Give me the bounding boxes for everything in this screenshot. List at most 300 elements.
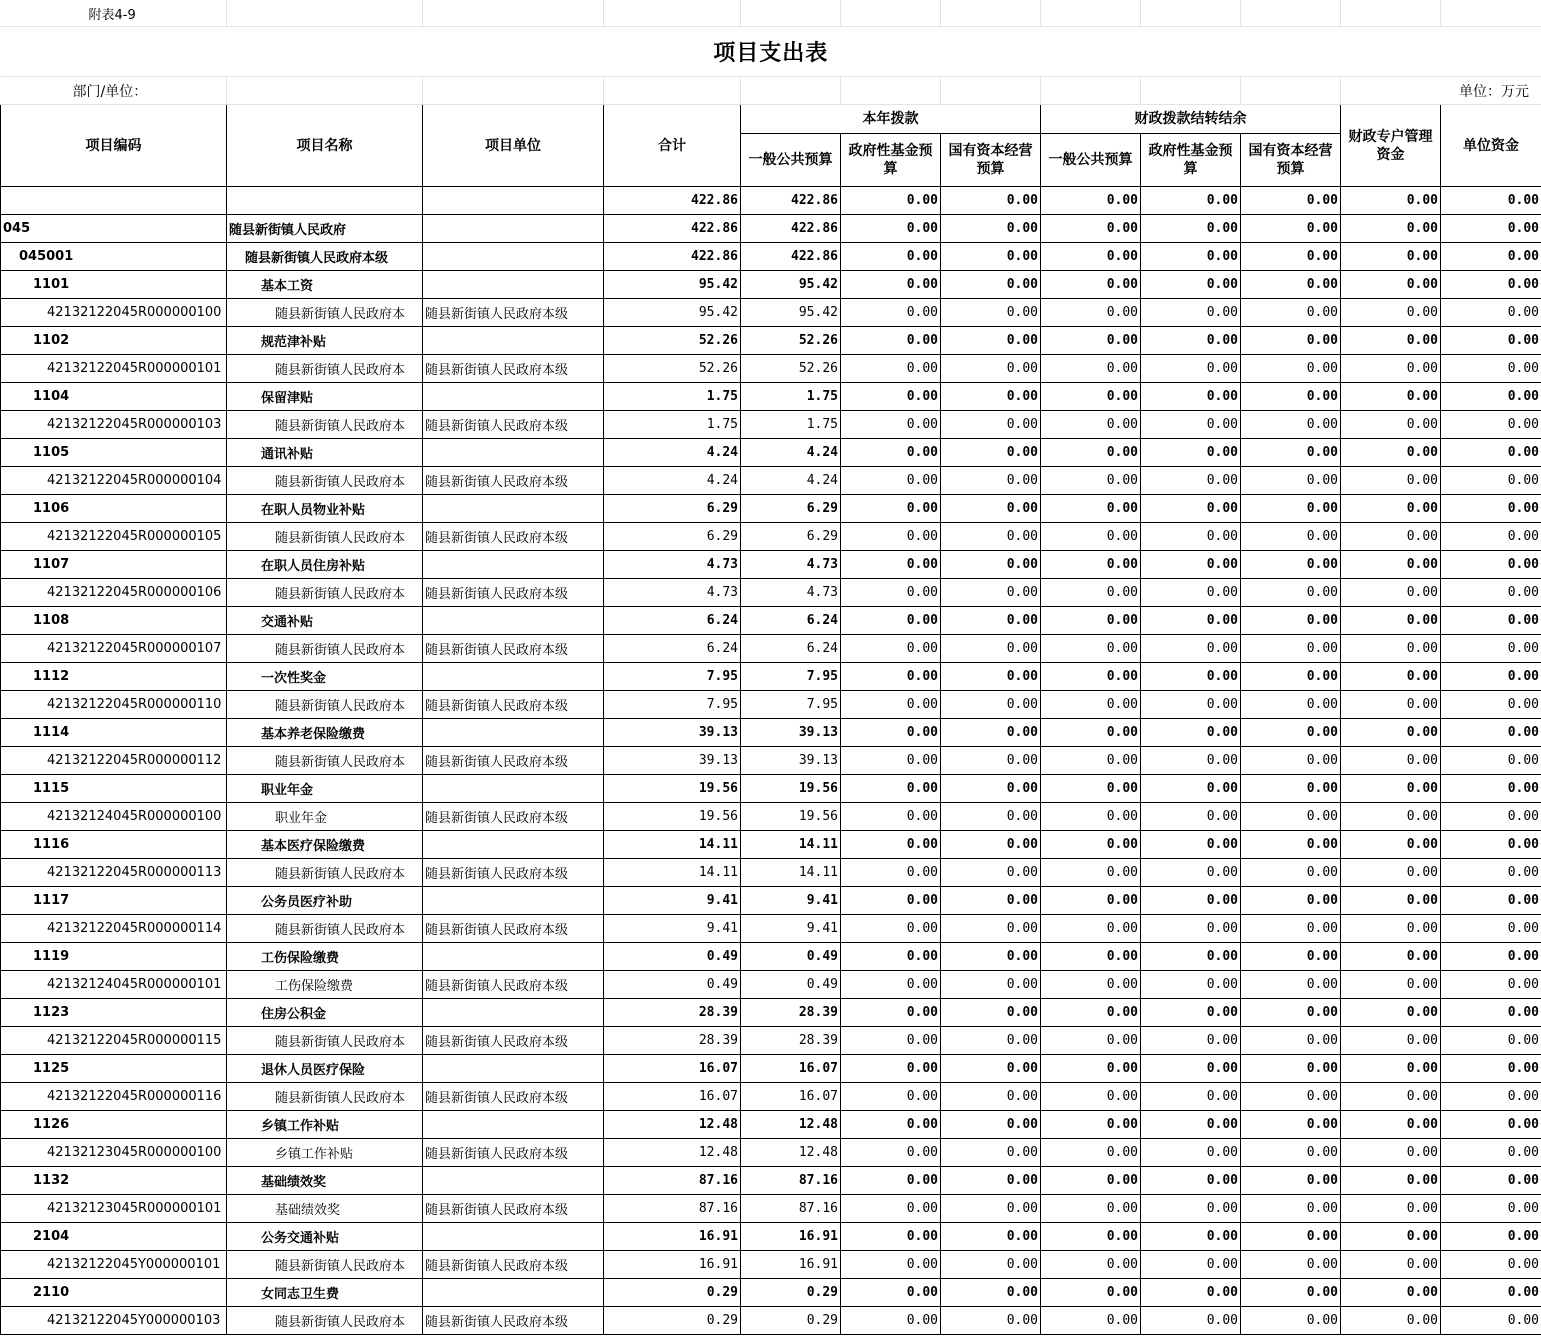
cell-gov-fund: 0.00 bbox=[841, 1139, 941, 1167]
table-row bbox=[1, 691, 1541, 719]
cell-carryover-state-capital: 0.00 bbox=[1241, 775, 1341, 803]
cell-project-unit bbox=[423, 775, 604, 803]
cell-general: 19.56 bbox=[741, 803, 841, 831]
cell-project-code: 1116 bbox=[1, 831, 227, 859]
cell-general: 95.42 bbox=[741, 299, 841, 327]
cell-project-unit bbox=[423, 271, 604, 299]
cell-project-name: 随县新街镇人民政府本 bbox=[227, 859, 423, 887]
cell-carryover-state-capital: 0.00 bbox=[1241, 187, 1341, 215]
cell-unit-fund: 0.00 bbox=[1441, 579, 1541, 607]
cell-state-capital: 0.00 bbox=[941, 831, 1041, 859]
header-current-year: 本年拨款 bbox=[741, 105, 1041, 134]
cell-project-name: 随县新街镇人民政府本 bbox=[227, 523, 423, 551]
table-row bbox=[1, 775, 1541, 803]
cell-project-name: 在职人员物业补贴 bbox=[227, 495, 423, 523]
cell-project-code: 42132122045R000000114 bbox=[1, 915, 227, 943]
cell-gov-fund: 0.00 bbox=[841, 663, 941, 691]
cell-carryover-state-capital: 0.00 bbox=[1241, 1083, 1341, 1111]
cell-general: 9.41 bbox=[741, 915, 841, 943]
cell-general: 4.24 bbox=[741, 467, 841, 495]
cell-general: 422.86 bbox=[741, 187, 841, 215]
cell-general: 4.24 bbox=[741, 439, 841, 467]
cell-gov-fund: 0.00 bbox=[841, 859, 941, 887]
cell-carryover-gov-fund: 0.00 bbox=[1141, 915, 1241, 943]
cell-unit-fund: 0.00 bbox=[1441, 747, 1541, 775]
cell-state-capital: 0.00 bbox=[941, 999, 1041, 1027]
cell-project-name: 职业年金 bbox=[227, 775, 423, 803]
cell-gov-fund: 0.00 bbox=[841, 803, 941, 831]
table-row bbox=[1, 663, 1541, 691]
cell-total: 12.48 bbox=[604, 1139, 741, 1167]
cell-project-name: 随县新街镇人民政府本 bbox=[227, 1083, 423, 1111]
cell-carryover-gov-fund: 0.00 bbox=[1141, 1083, 1241, 1111]
cell-project-unit: 随县新街镇人民政府本级 bbox=[423, 1251, 604, 1279]
cell-project-name: 随县新街镇人民政府 bbox=[227, 215, 423, 243]
cell-unit-fund: 0.00 bbox=[1441, 831, 1541, 859]
cell-project-code: 1108 bbox=[1, 607, 227, 635]
cell-gov-fund: 0.00 bbox=[841, 1111, 941, 1139]
cell-carryover-gov-fund: 0.00 bbox=[1141, 1251, 1241, 1279]
cell-unit-fund: 0.00 bbox=[1441, 859, 1541, 887]
cell-gov-fund: 0.00 bbox=[841, 383, 941, 411]
cell-project-code: 2110 bbox=[1, 1279, 227, 1307]
cell-carryover-gov-fund: 0.00 bbox=[1141, 411, 1241, 439]
cell-special: 0.00 bbox=[1341, 355, 1441, 383]
cell-total: 52.26 bbox=[604, 355, 741, 383]
table-row bbox=[1, 747, 1541, 775]
table-row bbox=[1, 943, 1541, 971]
cell-state-capital: 0.00 bbox=[941, 1167, 1041, 1195]
cell-carryover-gov-fund: 0.00 bbox=[1141, 859, 1241, 887]
cell-unit-fund: 0.00 bbox=[1441, 607, 1541, 635]
cell-total: 1.75 bbox=[604, 383, 741, 411]
cell-gov-fund: 0.00 bbox=[841, 299, 941, 327]
cell-project-code: 1106 bbox=[1, 495, 227, 523]
cell-project-name: 基本工资 bbox=[227, 271, 423, 299]
cell-special: 0.00 bbox=[1341, 1027, 1441, 1055]
cell-carryover-gov-fund: 0.00 bbox=[1141, 579, 1241, 607]
cell-special: 0.00 bbox=[1341, 1083, 1441, 1111]
cell-carryover-state-capital: 0.00 bbox=[1241, 495, 1341, 523]
cell-special: 0.00 bbox=[1341, 1055, 1441, 1083]
cell-state-capital: 0.00 bbox=[941, 1279, 1041, 1307]
cell-total: 16.07 bbox=[604, 1083, 741, 1111]
cell-special: 0.00 bbox=[1341, 439, 1441, 467]
cell-project-code: 2104 bbox=[1, 1223, 227, 1251]
cell-carryover-general: 0.00 bbox=[1041, 747, 1141, 775]
cell-carryover-general: 0.00 bbox=[1041, 1307, 1141, 1335]
cell-state-capital: 0.00 bbox=[941, 691, 1041, 719]
page-title: 项目支出表 bbox=[1, 27, 1541, 77]
cell-gov-fund: 0.00 bbox=[841, 719, 941, 747]
table-row bbox=[1, 243, 1541, 271]
cell-total: 95.42 bbox=[604, 271, 741, 299]
cell-project-code: 1112 bbox=[1, 663, 227, 691]
cell-state-capital: 0.00 bbox=[941, 1111, 1041, 1139]
cell-project-code: 1125 bbox=[1, 1055, 227, 1083]
cell-total: 12.48 bbox=[604, 1111, 741, 1139]
cell-carryover-state-capital: 0.00 bbox=[1241, 1139, 1341, 1167]
cell-carryover-gov-fund: 0.00 bbox=[1141, 663, 1241, 691]
cell-carryover-general: 0.00 bbox=[1041, 803, 1141, 831]
table-row bbox=[1, 187, 1541, 215]
cell-project-code: 1101 bbox=[1, 271, 227, 299]
cell-special: 0.00 bbox=[1341, 691, 1441, 719]
cell-project-unit bbox=[423, 719, 604, 747]
cell-gov-fund: 0.00 bbox=[841, 1223, 941, 1251]
cell-total: 4.73 bbox=[604, 579, 741, 607]
cell-unit-fund: 0.00 bbox=[1441, 691, 1541, 719]
cell-state-capital: 0.00 bbox=[941, 719, 1041, 747]
cell-unit-fund: 0.00 bbox=[1441, 327, 1541, 355]
cell-state-capital: 0.00 bbox=[941, 943, 1041, 971]
cell-general: 39.13 bbox=[741, 747, 841, 775]
cell-state-capital: 0.00 bbox=[941, 215, 1041, 243]
cell-carryover-gov-fund: 0.00 bbox=[1141, 691, 1241, 719]
cell-gov-fund: 0.00 bbox=[841, 691, 941, 719]
cell-gov-fund: 0.00 bbox=[841, 355, 941, 383]
cell-special: 0.00 bbox=[1341, 663, 1441, 691]
cell-project-unit bbox=[423, 831, 604, 859]
cell-unit-fund: 0.00 bbox=[1441, 215, 1541, 243]
cell-state-capital: 0.00 bbox=[941, 439, 1041, 467]
cell-carryover-general: 0.00 bbox=[1041, 327, 1141, 355]
cell-carryover-state-capital: 0.00 bbox=[1241, 355, 1341, 383]
cell-state-capital: 0.00 bbox=[941, 1139, 1041, 1167]
cell-general: 9.41 bbox=[741, 887, 841, 915]
cell-gov-fund: 0.00 bbox=[841, 1083, 941, 1111]
cell-project-code: 1102 bbox=[1, 327, 227, 355]
cell-carryover-state-capital: 0.00 bbox=[1241, 383, 1341, 411]
cell-carryover-gov-fund: 0.00 bbox=[1141, 803, 1241, 831]
cell-state-capital: 0.00 bbox=[941, 243, 1041, 271]
cell-carryover-gov-fund: 0.00 bbox=[1141, 775, 1241, 803]
cell-project-code: 42132123045R000000101 bbox=[1, 1195, 227, 1223]
cell-project-name: 基础绩效奖 bbox=[227, 1167, 423, 1195]
cell-special: 0.00 bbox=[1341, 635, 1441, 663]
header-carryover-gov-fund: 政府性基金预算 bbox=[1141, 134, 1241, 187]
cell-gov-fund: 0.00 bbox=[841, 1055, 941, 1083]
cell-carryover-gov-fund: 0.00 bbox=[1141, 1223, 1241, 1251]
cell-general: 87.16 bbox=[741, 1167, 841, 1195]
cell-state-capital: 0.00 bbox=[941, 1251, 1041, 1279]
cell-carryover-gov-fund: 0.00 bbox=[1141, 1027, 1241, 1055]
cell-project-code: 1107 bbox=[1, 551, 227, 579]
cell-project-unit bbox=[423, 215, 604, 243]
cell-carryover-state-capital: 0.00 bbox=[1241, 943, 1341, 971]
table-row bbox=[1, 803, 1541, 831]
table-row bbox=[1, 607, 1541, 635]
cell-project-unit: 随县新街镇人民政府本级 bbox=[423, 971, 604, 999]
cell-gov-fund: 0.00 bbox=[841, 215, 941, 243]
cell-gov-fund: 0.00 bbox=[841, 579, 941, 607]
cell-project-unit bbox=[423, 495, 604, 523]
header-name: 项目名称 bbox=[227, 105, 423, 187]
cell-state-capital: 0.00 bbox=[941, 467, 1041, 495]
table-row bbox=[1, 215, 1541, 243]
cell-project-name: 职业年金 bbox=[227, 803, 423, 831]
cell-carryover-state-capital: 0.00 bbox=[1241, 271, 1341, 299]
cell-state-capital: 0.00 bbox=[941, 495, 1041, 523]
cell-carryover-state-capital: 0.00 bbox=[1241, 1167, 1341, 1195]
cell-state-capital: 0.00 bbox=[941, 859, 1041, 887]
cell-carryover-gov-fund: 0.00 bbox=[1141, 551, 1241, 579]
cell-general: 1.75 bbox=[741, 411, 841, 439]
cell-general: 4.73 bbox=[741, 579, 841, 607]
cell-project-unit bbox=[423, 551, 604, 579]
cell-carryover-state-capital: 0.00 bbox=[1241, 579, 1341, 607]
cell-gov-fund: 0.00 bbox=[841, 971, 941, 999]
cell-project-code: 42132122045R000000101 bbox=[1, 355, 227, 383]
cell-project-unit: 随县新街镇人民政府本级 bbox=[423, 299, 604, 327]
table-row bbox=[1, 495, 1541, 523]
cell-project-unit: 随县新街镇人民政府本级 bbox=[423, 691, 604, 719]
cell-total: 4.73 bbox=[604, 551, 741, 579]
cell-general: 422.86 bbox=[741, 243, 841, 271]
table-row bbox=[1, 971, 1541, 999]
cell-state-capital: 0.00 bbox=[941, 355, 1041, 383]
cell-unit-fund: 0.00 bbox=[1441, 719, 1541, 747]
cell-project-name: 女同志卫生费 bbox=[227, 1279, 423, 1307]
cell-gov-fund: 0.00 bbox=[841, 915, 941, 943]
cell-special: 0.00 bbox=[1341, 1251, 1441, 1279]
cell-carryover-general: 0.00 bbox=[1041, 1279, 1141, 1307]
cell-general: 0.49 bbox=[741, 943, 841, 971]
cell-gov-fund: 0.00 bbox=[841, 243, 941, 271]
cell-unit-fund: 0.00 bbox=[1441, 915, 1541, 943]
cell-project-code: 42132123045R000000100 bbox=[1, 1139, 227, 1167]
cell-special: 0.00 bbox=[1341, 327, 1441, 355]
cell-gov-fund: 0.00 bbox=[841, 439, 941, 467]
cell-project-code: 1114 bbox=[1, 719, 227, 747]
cell-special: 0.00 bbox=[1341, 523, 1441, 551]
cell-project-unit: 随县新街镇人民政府本级 bbox=[423, 747, 604, 775]
cell-unit-fund: 0.00 bbox=[1441, 383, 1541, 411]
cell-project-name: 保留津贴 bbox=[227, 383, 423, 411]
cell-carryover-gov-fund: 0.00 bbox=[1141, 243, 1241, 271]
table-row bbox=[1, 551, 1541, 579]
cell-state-capital: 0.00 bbox=[941, 1027, 1041, 1055]
table-row bbox=[1, 1167, 1541, 1195]
cell-special: 0.00 bbox=[1341, 1223, 1441, 1251]
cell-special: 0.00 bbox=[1341, 1279, 1441, 1307]
cell-carryover-gov-fund: 0.00 bbox=[1141, 1279, 1241, 1307]
cell-unit-fund: 0.00 bbox=[1441, 1251, 1541, 1279]
cell-gov-fund: 0.00 bbox=[841, 327, 941, 355]
cell-state-capital: 0.00 bbox=[941, 383, 1041, 411]
cell-state-capital: 0.00 bbox=[941, 299, 1041, 327]
cell-special: 0.00 bbox=[1341, 1195, 1441, 1223]
table-row bbox=[1, 831, 1541, 859]
table-row bbox=[1, 467, 1541, 495]
cell-project-code: 42132122045R000000105 bbox=[1, 523, 227, 551]
cell-carryover-state-capital: 0.00 bbox=[1241, 551, 1341, 579]
table-row bbox=[1, 887, 1541, 915]
cell-special: 0.00 bbox=[1341, 775, 1441, 803]
cell-project-unit: 随县新街镇人民政府本级 bbox=[423, 1195, 604, 1223]
cell-carryover-gov-fund: 0.00 bbox=[1141, 383, 1241, 411]
cell-gov-fund: 0.00 bbox=[841, 467, 941, 495]
cell-project-name: 随县新街镇人民政府本 bbox=[227, 579, 423, 607]
cell-total: 14.11 bbox=[604, 859, 741, 887]
cell-project-code: 42132122045R000000110 bbox=[1, 691, 227, 719]
cell-special: 0.00 bbox=[1341, 831, 1441, 859]
header-carryover-state-capital: 国有资本经营预算 bbox=[1241, 134, 1341, 187]
cell-project-code: 1104 bbox=[1, 383, 227, 411]
cell-unit-fund: 0.00 bbox=[1441, 523, 1541, 551]
cell-state-capital: 0.00 bbox=[941, 803, 1041, 831]
cell-state-capital: 0.00 bbox=[941, 523, 1041, 551]
cell-carryover-general: 0.00 bbox=[1041, 691, 1141, 719]
cell-carryover-gov-fund: 0.00 bbox=[1141, 1055, 1241, 1083]
cell-carryover-state-capital: 0.00 bbox=[1241, 663, 1341, 691]
cell-gov-fund: 0.00 bbox=[841, 1195, 941, 1223]
cell-carryover-general: 0.00 bbox=[1041, 999, 1141, 1027]
cell-project-unit bbox=[423, 383, 604, 411]
cell-project-name: 随县新街镇人民政府本 bbox=[227, 355, 423, 383]
cell-unit-fund: 0.00 bbox=[1441, 1139, 1541, 1167]
cell-project-unit: 随县新街镇人民政府本级 bbox=[423, 467, 604, 495]
cell-carryover-state-capital: 0.00 bbox=[1241, 1307, 1341, 1335]
cell-special: 0.00 bbox=[1341, 915, 1441, 943]
cell-carryover-general: 0.00 bbox=[1041, 663, 1141, 691]
cell-unit-fund: 0.00 bbox=[1441, 439, 1541, 467]
cell-project-unit: 随县新街镇人民政府本级 bbox=[423, 1027, 604, 1055]
cell-total: 6.24 bbox=[604, 607, 741, 635]
cell-unit-fund: 0.00 bbox=[1441, 1167, 1541, 1195]
cell-general: 1.75 bbox=[741, 383, 841, 411]
cell-state-capital: 0.00 bbox=[941, 635, 1041, 663]
cell-project-code: 42132122045Y000000103 bbox=[1, 1307, 227, 1335]
cell-carryover-state-capital: 0.00 bbox=[1241, 999, 1341, 1027]
cell-carryover-state-capital: 0.00 bbox=[1241, 439, 1341, 467]
cell-carryover-general: 0.00 bbox=[1041, 495, 1141, 523]
cell-project-code: 42132124045R000000101 bbox=[1, 971, 227, 999]
cell-state-capital: 0.00 bbox=[941, 887, 1041, 915]
cell-state-capital: 0.00 bbox=[941, 411, 1041, 439]
cell-project-name: 公务交通补贴 bbox=[227, 1223, 423, 1251]
header-gov-fund: 政府性基金预算 bbox=[841, 134, 941, 187]
cell-unit-fund: 0.00 bbox=[1441, 1279, 1541, 1307]
cell-special: 0.00 bbox=[1341, 215, 1441, 243]
cell-general: 4.73 bbox=[741, 551, 841, 579]
header-special: 财政专户管理资金 bbox=[1341, 105, 1441, 187]
cell-total: 0.29 bbox=[604, 1279, 741, 1307]
dept-label: 部门/单位： bbox=[1, 77, 227, 105]
cell-total: 14.11 bbox=[604, 831, 741, 859]
cell-project-unit: 随县新街镇人民政府本级 bbox=[423, 523, 604, 551]
cell-unit-fund: 0.00 bbox=[1441, 1055, 1541, 1083]
cell-general: 28.39 bbox=[741, 1027, 841, 1055]
cell-total: 52.26 bbox=[604, 327, 741, 355]
cell-carryover-general: 0.00 bbox=[1041, 523, 1141, 551]
cell-total: 0.49 bbox=[604, 971, 741, 999]
cell-total: 4.24 bbox=[604, 467, 741, 495]
cell-unit-fund: 0.00 bbox=[1441, 943, 1541, 971]
cell-carryover-gov-fund: 0.00 bbox=[1141, 999, 1241, 1027]
unit-label: 单位：万元 bbox=[1341, 77, 1541, 105]
cell-special: 0.00 bbox=[1341, 467, 1441, 495]
cell-gov-fund: 0.00 bbox=[841, 1027, 941, 1055]
cell-carryover-general: 0.00 bbox=[1041, 971, 1141, 999]
cell-special: 0.00 bbox=[1341, 551, 1441, 579]
cell-project-name: 随县新街镇人民政府本 bbox=[227, 747, 423, 775]
cell-project-unit bbox=[423, 943, 604, 971]
cell-project-unit bbox=[423, 887, 604, 915]
cell-carryover-general: 0.00 bbox=[1041, 1195, 1141, 1223]
cell-carryover-gov-fund: 0.00 bbox=[1141, 187, 1241, 215]
cell-gov-fund: 0.00 bbox=[841, 523, 941, 551]
cell-special: 0.00 bbox=[1341, 943, 1441, 971]
cell-carryover-gov-fund: 0.00 bbox=[1141, 887, 1241, 915]
cell-carryover-general: 0.00 bbox=[1041, 1111, 1141, 1139]
cell-total: 7.95 bbox=[604, 663, 741, 691]
cell-project-code: 1132 bbox=[1, 1167, 227, 1195]
cell-special: 0.00 bbox=[1341, 803, 1441, 831]
cell-carryover-general: 0.00 bbox=[1041, 859, 1141, 887]
cell-project-name: 基本医疗保险缴费 bbox=[227, 831, 423, 859]
header-unit: 项目单位 bbox=[423, 105, 604, 187]
cell-carryover-general: 0.00 bbox=[1041, 439, 1141, 467]
cell-carryover-general: 0.00 bbox=[1041, 831, 1141, 859]
table-row bbox=[1, 719, 1541, 747]
table-note: 附表4-9 bbox=[1, 0, 227, 27]
note-row bbox=[1, 0, 1541, 27]
cell-special: 0.00 bbox=[1341, 1111, 1441, 1139]
cell-project-name: 退休人员医疗保险 bbox=[227, 1055, 423, 1083]
cell-state-capital: 0.00 bbox=[941, 1083, 1041, 1111]
cell-general: 14.11 bbox=[741, 831, 841, 859]
cell-carryover-state-capital: 0.00 bbox=[1241, 831, 1341, 859]
cell-total: 1.75 bbox=[604, 411, 741, 439]
cell-total: 87.16 bbox=[604, 1167, 741, 1195]
cell-project-unit bbox=[423, 187, 604, 215]
cell-project-unit bbox=[423, 1111, 604, 1139]
cell-unit-fund: 0.00 bbox=[1441, 551, 1541, 579]
cell-state-capital: 0.00 bbox=[941, 1307, 1041, 1335]
cell-unit-fund: 0.00 bbox=[1441, 635, 1541, 663]
cell-project-code: 1105 bbox=[1, 439, 227, 467]
table-row bbox=[1, 915, 1541, 943]
cell-project-name: 随县新街镇人民政府本 bbox=[227, 1251, 423, 1279]
cell-project-code: 42132122045Y000000101 bbox=[1, 1251, 227, 1279]
cell-total: 95.42 bbox=[604, 299, 741, 327]
cell-project-code: 1123 bbox=[1, 999, 227, 1027]
cell-carryover-gov-fund: 0.00 bbox=[1141, 971, 1241, 999]
cell-project-name: 交通补贴 bbox=[227, 607, 423, 635]
table-row bbox=[1, 1223, 1541, 1251]
table-row bbox=[1, 299, 1541, 327]
cell-carryover-general: 0.00 bbox=[1041, 299, 1141, 327]
cell-special: 0.00 bbox=[1341, 187, 1441, 215]
cell-project-name: 随县新街镇人民政府本 bbox=[227, 411, 423, 439]
cell-total: 19.56 bbox=[604, 803, 741, 831]
cell-total: 6.29 bbox=[604, 523, 741, 551]
cell-general: 12.48 bbox=[741, 1111, 841, 1139]
cell-project-name: 随县新街镇人民政府本 bbox=[227, 299, 423, 327]
cell-carryover-general: 0.00 bbox=[1041, 383, 1141, 411]
cell-carryover-state-capital: 0.00 bbox=[1241, 971, 1341, 999]
cell-project-code: 42132122045R000000113 bbox=[1, 859, 227, 887]
cell-carryover-gov-fund: 0.00 bbox=[1141, 327, 1241, 355]
cell-total: 7.95 bbox=[604, 691, 741, 719]
cell-carryover-gov-fund: 0.00 bbox=[1141, 1307, 1241, 1335]
cell-carryover-gov-fund: 0.00 bbox=[1141, 523, 1241, 551]
cell-carryover-gov-fund: 0.00 bbox=[1141, 831, 1241, 859]
cell-total: 39.13 bbox=[604, 719, 741, 747]
cell-project-name: 随县新街镇人民政府本 bbox=[227, 915, 423, 943]
cell-carryover-state-capital: 0.00 bbox=[1241, 215, 1341, 243]
